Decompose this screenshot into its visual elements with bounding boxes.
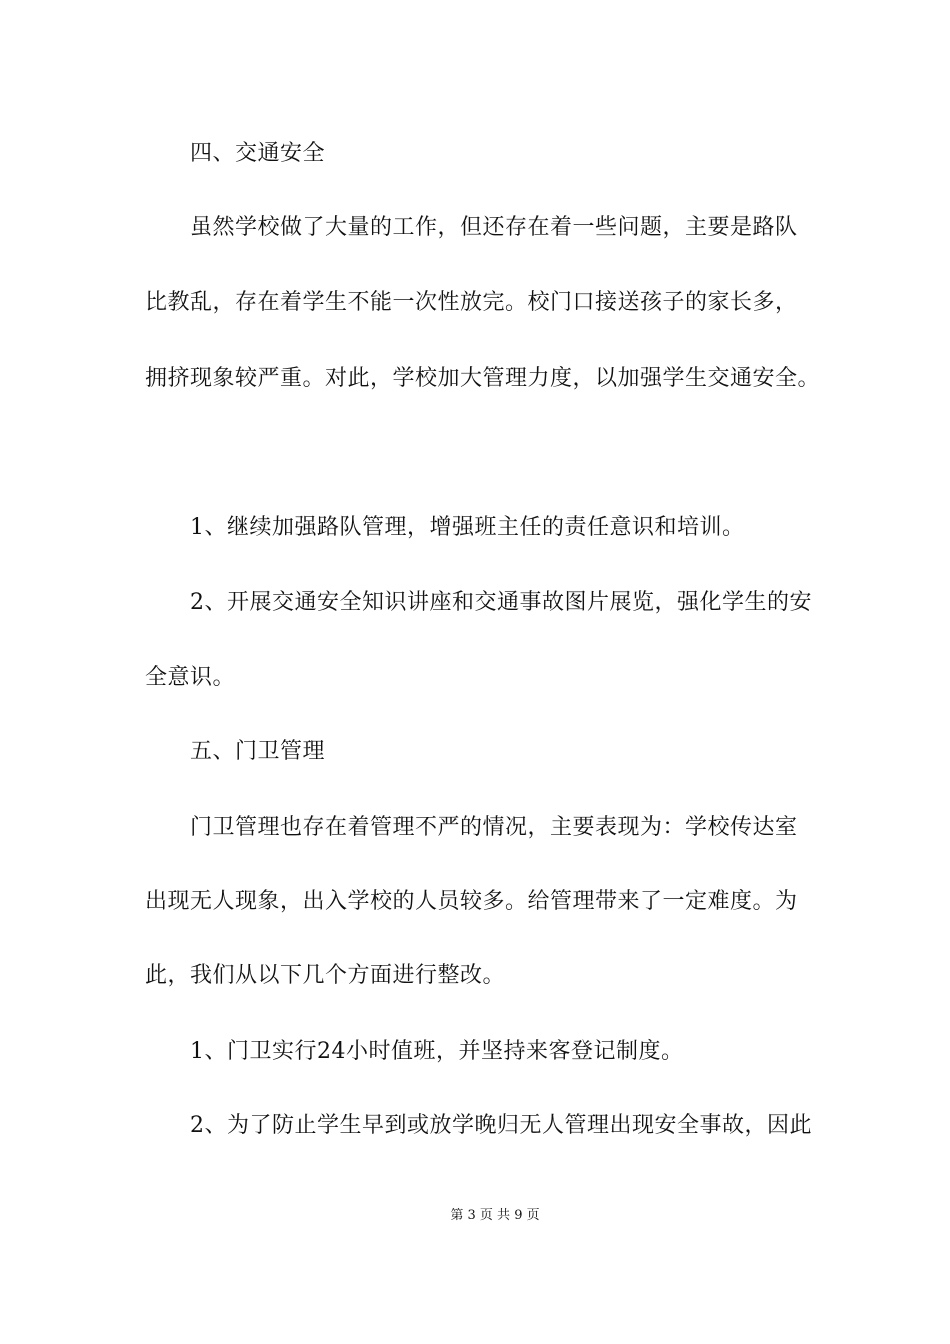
section-heading-traffic-safety: 四、交通安全 — [190, 141, 326, 166]
paragraph-line: 虽然学校做了大量的工作，但还存在着一些问题，主要是路队 — [190, 215, 798, 240]
paragraph-line: 门卫管理也存在着管理不严的情况，主要表现为：学校传达室 — [190, 815, 798, 840]
paragraph-line: 此，我们从以下几个方面进行整改。 — [145, 963, 506, 988]
list-item: 2、开展交通安全知识讲座和交通事故图片展览，强化学生的安 — [190, 590, 812, 615]
page-number: 第 3 页 共 9 页 — [450, 1208, 540, 1223]
paragraph-line: 拥挤现象较严重。对此，学校加大管理力度，以加强学生交通安全。 — [145, 366, 821, 391]
paragraph-line: 出现无人现象，出入学校的人员较多。给管理带来了一定难度。为 — [145, 889, 798, 914]
list-item: 2、为了防止学生早到或放学晚归无人管理出现安全事故，因此 — [190, 1113, 812, 1138]
page-footer — [0, 1207, 950, 1225]
paragraph-line: 全意识。 — [145, 665, 236, 690]
list-item: 1、继续加强路队管理，增强班主任的责任意识和培训。 — [190, 515, 745, 540]
list-item: 1、门卫实行24小时值班，并坚持来客登记制度。 — [190, 1039, 684, 1064]
section-heading-gate-management: 五、门卫管理 — [190, 739, 326, 764]
paragraph-line: 比教乱，存在着学生不能一次性放完。校门口接送孩子的家长多， — [145, 290, 798, 315]
